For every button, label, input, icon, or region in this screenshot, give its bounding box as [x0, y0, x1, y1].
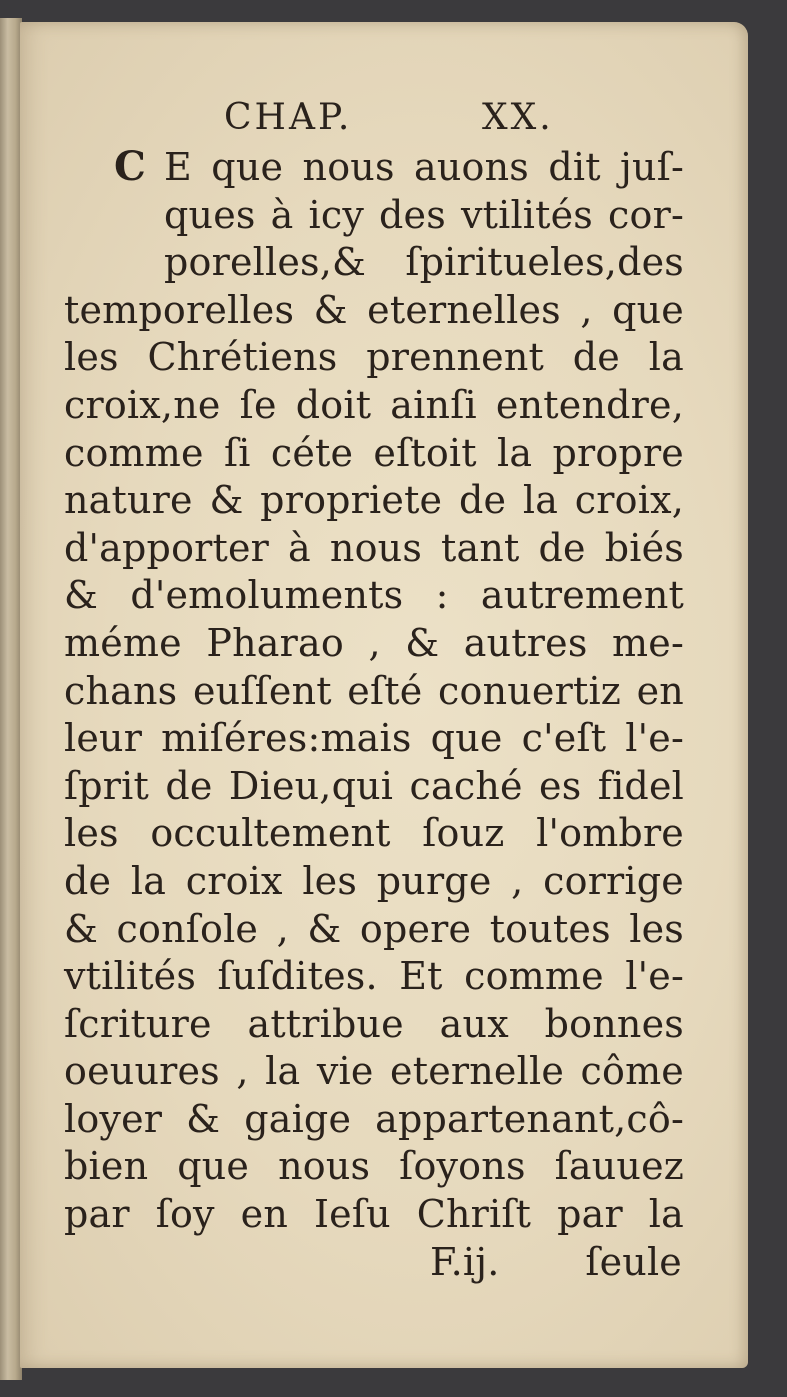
chapter-label: CHAP. — [224, 97, 353, 138]
signature-mark: F.ij. — [430, 1239, 500, 1284]
text-line-6: croix,ne ſe doit ainſi entendre, — [64, 382, 684, 427]
text-line-10: & d'emoluments : autrement — [64, 573, 684, 618]
footer-line — [64, 1239, 684, 1287]
text-line-20: oeuures , la vie eternelle côme — [64, 1049, 684, 1094]
text-line-8: nature & propriete de la croix, — [64, 478, 684, 523]
text-line-21: loyer & gaige appartenant,cô- — [64, 1096, 684, 1141]
text-line-11: méme Pharao , & autres me- — [64, 620, 684, 665]
page-edge — [0, 18, 22, 1380]
catchword: ſeule — [585, 1239, 682, 1284]
text-line-1: E que nous auons dit juſ- — [164, 145, 684, 189]
text-line-15: les occultement ſouz l'ombre — [64, 811, 684, 856]
text-line-13: leur miſéres:mais que c'eſt l'e- — [64, 716, 684, 761]
running-header — [64, 94, 684, 144]
chapter-number: XX. — [482, 97, 554, 138]
text-line-12: chans euſſent eſté conuertiz en — [64, 668, 684, 713]
drop-cap: C — [114, 143, 147, 190]
text-line-14: ſprit de Dieu,qui caché es fidel — [64, 763, 684, 808]
text-line-7: comme ſi céte eſtoit la propre — [64, 430, 684, 475]
text-line-16: de la croix les purge , corrige — [64, 858, 684, 903]
text-block — [64, 94, 684, 1286]
text-line-18: vtilités ſuſdites. Et comme l'e- — [64, 954, 684, 999]
text-line-4: temporelles & eternelles , que — [64, 287, 684, 332]
text-line-23: par ſoy en Ieſu Chriſt par la — [64, 1192, 684, 1237]
text-line-3: porelles,& ſpiritueles,des — [164, 240, 684, 285]
text-line-5: les Chrétiens prennent de la — [64, 335, 684, 380]
text-line-9: d'apporter à nous tant de biés — [64, 525, 684, 570]
text-line-2: ques à icy des vtilités cor- — [164, 192, 684, 237]
book-page — [20, 22, 748, 1368]
text-line-19: ſcriture attribue aux bonnes — [64, 1001, 684, 1046]
text-line-22: bien que nous ſoyons ſauuez — [64, 1144, 684, 1189]
text-line-17: & conſole , & opere toutes les — [64, 906, 684, 951]
